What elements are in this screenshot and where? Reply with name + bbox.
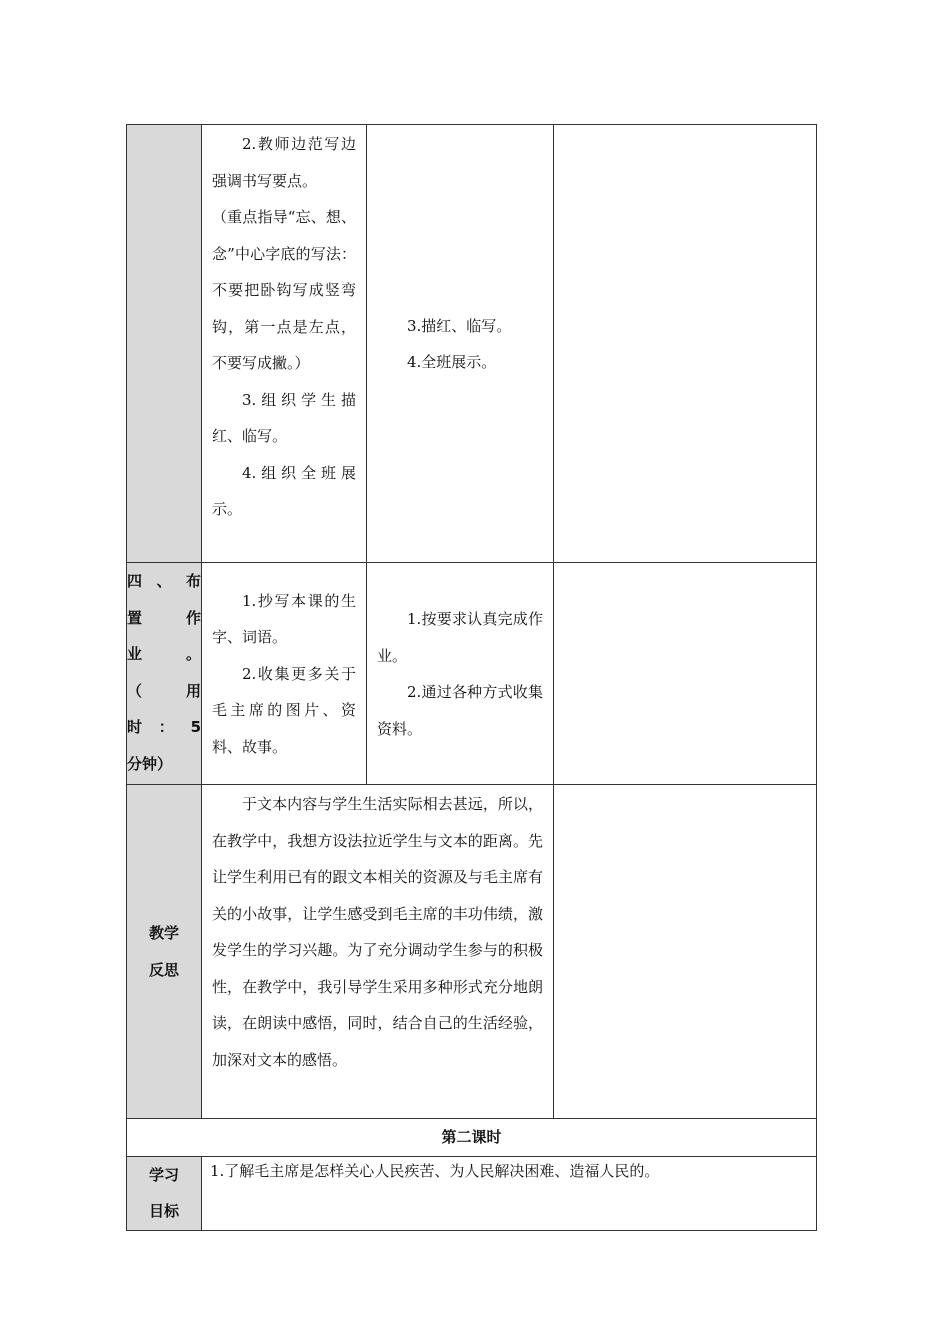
label-line: [127, 600, 201, 637]
label-line: [127, 636, 201, 673]
label-char: 5: [190, 718, 201, 736]
notes-cell: [554, 125, 817, 563]
label-char: 时: [127, 718, 143, 736]
reflection-text-cell: [202, 785, 554, 1119]
stage-label-goals: [127, 1156, 202, 1230]
label-char: 布: [185, 572, 201, 590]
label-char: 用: [185, 681, 201, 700]
teacher-step: （重点指导“忘、想、念”中心字底的写法：不要把卧钩写成竖弯钩，第一点是左点，不要写成撇。）: [212, 208, 356, 372]
teacher-activity-cell: [202, 563, 367, 785]
student-step: 3.描红、临写。: [407, 316, 512, 335]
label-line: 目标: [148, 1202, 179, 1220]
table-row-goals: [127, 1156, 817, 1230]
label-char: 、: [156, 572, 172, 590]
lesson-plan-table: [126, 124, 817, 1231]
label-char: 作: [185, 608, 201, 627]
teacher-step: 2.教师边范写边强调书写要点。: [212, 135, 356, 190]
label-char: ：: [158, 718, 174, 736]
label-line: 学习: [148, 1165, 179, 1184]
label-char: 分钟）: [127, 754, 173, 773]
label-char: 。: [185, 645, 201, 663]
table-row-writing: [127, 125, 817, 563]
label-line: [127, 563, 201, 600]
student-activity-cell: [367, 563, 554, 785]
label-line: [127, 709, 201, 746]
label-line: [127, 746, 201, 783]
notes-cell: [554, 785, 817, 1119]
student-step: 4.全班展示。: [407, 353, 497, 371]
student-step: 2.通过各种方式收集资料。: [377, 683, 543, 738]
table-row-homework: [127, 563, 817, 785]
teacher-activity-cell: [202, 125, 367, 563]
label-char: 业: [127, 645, 143, 663]
label-char: （: [127, 681, 143, 700]
student-step: 1.按要求认真完成作业。: [377, 610, 543, 665]
reflection-text: 于文本内容与学生生活实际相去甚远，所以，在教学中，我想方设法拉近学生与文本的距离。先让学生利用已有的跟文本相关的资源及与毛主席有关的小故事，让学生感受到毛主席的丰功伟绩，激发学生的学习兴趣。为了充分调动学生参与的积极性，在教学中，我引导学生采用多种形式充分地朗读，在朗读中感悟，同时，结合自己的生活经验，加深对文本的感悟。: [212, 795, 543, 1069]
section-title: 第二课时: [127, 1119, 817, 1157]
table-row-section-title: [127, 1119, 817, 1157]
label-line: [127, 673, 201, 710]
stage-label-reflection: [127, 785, 202, 1119]
label-line: 教学: [148, 924, 179, 942]
teacher-step: 4.组织全班展示。: [212, 463, 356, 518]
table-row-reflection: [127, 785, 817, 1119]
label-line: 反思: [148, 960, 179, 979]
teacher-step: 3.组织学生描红、临写。: [212, 390, 356, 445]
label-char: 四: [127, 572, 143, 590]
goals-text-cell: [202, 1156, 817, 1230]
teacher-step: 2.收集更多关于毛主席的图片、资料、故事。: [212, 664, 356, 756]
stage-label-homework: [127, 563, 202, 785]
student-activity-cell: [367, 125, 554, 563]
notes-cell: [554, 563, 817, 785]
stage-label-cell: [127, 125, 202, 563]
teacher-step: 1.抄写本课的生字、词语。: [212, 591, 356, 647]
label-char: 置: [127, 608, 143, 627]
goals-text: 1.了解毛主席是怎样关心人民疾苦、为人民解决困难、造福人民的。: [210, 1161, 660, 1180]
